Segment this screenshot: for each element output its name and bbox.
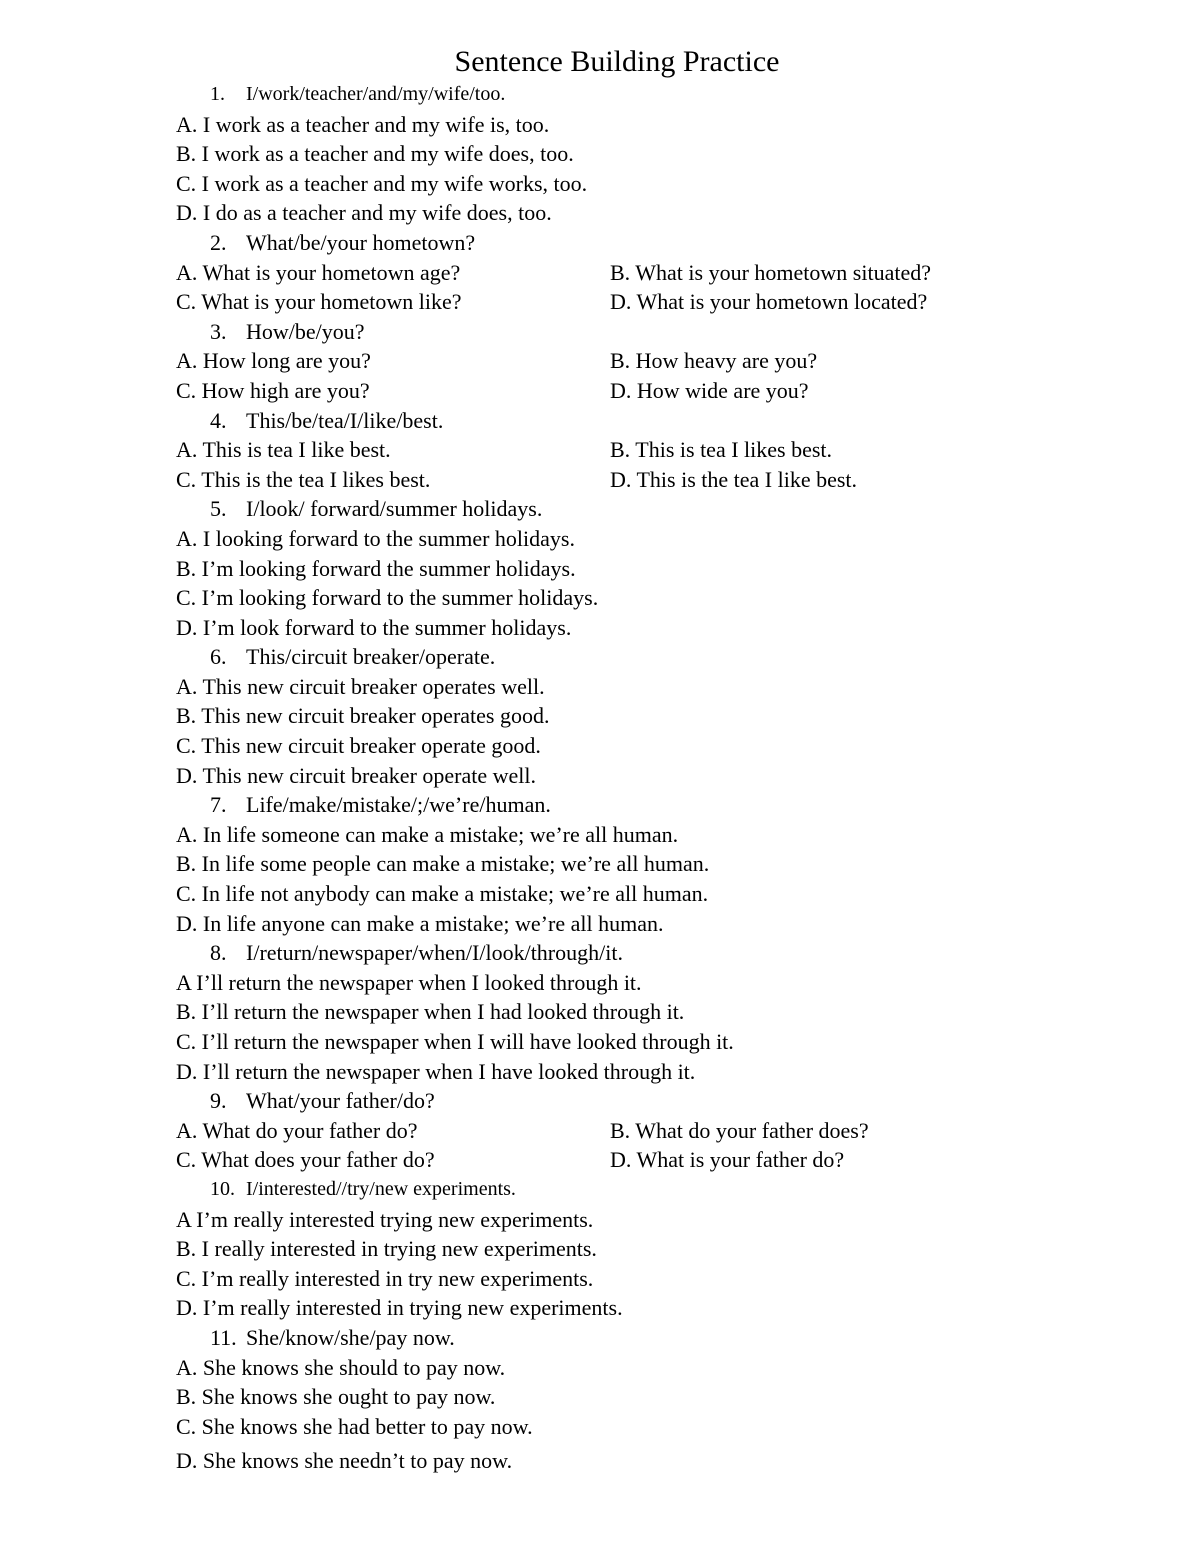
- question-number: 3.: [210, 318, 227, 344]
- answer-option: C. In life not anybody can make a mistake; we’re all human.: [176, 881, 709, 907]
- question-number: 9.: [210, 1088, 227, 1114]
- answer-row: [176, 346, 1136, 376]
- answer-row: [176, 435, 1136, 465]
- answer-option: A. How long are you?: [176, 348, 371, 374]
- question-prompt: [176, 494, 1136, 524]
- question-number: 8.: [210, 940, 227, 966]
- question-number: 2.: [210, 229, 227, 255]
- answer-option: A I’m really interested trying new experiments.: [176, 1206, 594, 1232]
- answer-row: [176, 258, 1136, 288]
- answer-option: C. How high are you?: [176, 377, 370, 403]
- answer-option: B. This is tea I likes best.: [610, 437, 833, 463]
- question-text: She/know/she/pay now.: [246, 1324, 455, 1350]
- answer-option: C. I’ll return the newspaper when I will have looked through it.: [176, 1029, 734, 1054]
- answer-option: D. I’m look forward to the summer holidays.: [176, 614, 572, 640]
- answer-option: B. This new circuit breaker operates good.: [176, 703, 550, 729]
- answer-option: A I’ll return the newspaper when I looked through it.: [176, 969, 642, 995]
- answer-option: C. I’m really interested in try new experiments.: [176, 1265, 594, 1291]
- answer-option: A. I looking forward to the summer holidays.: [176, 525, 575, 551]
- question-number: 4.: [210, 407, 227, 433]
- answer-option: D. How wide are you?: [610, 377, 809, 403]
- question-number: 5.: [210, 496, 227, 522]
- question-text: This/be/tea/I/like/best.: [246, 407, 444, 433]
- answer-option: A. What is your hometown age?: [176, 259, 461, 285]
- question-text: How/be/you?: [246, 318, 365, 344]
- question-prompt: [176, 938, 1136, 968]
- answer-option: D. She knows she needn’t to pay now.: [176, 1448, 513, 1474]
- answer-option: D. I’ll return the newspaper when I have looked through it.: [176, 1058, 696, 1084]
- question-number: 10.: [210, 1177, 235, 1200]
- answer-option: A. I work as a teacher and my wife is, too.: [176, 111, 550, 137]
- answer-option: C. This is the tea I likes best.: [176, 466, 431, 492]
- question-number: 6.: [210, 644, 227, 670]
- answer-option: A. In life someone can make a mistake; we’re all human.: [176, 821, 679, 847]
- question-prompt: [176, 1323, 1136, 1353]
- question-list: [176, 80, 1136, 1476]
- answer-option: A. This is tea I like best.: [176, 437, 391, 463]
- answer-option: D. This is the tea I like best.: [610, 466, 858, 492]
- question-text: I/return/newspaper/when/I/look/through/it.: [246, 940, 623, 966]
- answer-option: B. I work as a teacher and my wife does, too.: [176, 141, 574, 167]
- answer-row: [176, 1145, 1136, 1175]
- answer-option: A. This new circuit breaker operates well.: [176, 673, 545, 699]
- answer-option: A. She knows she should to pay now.: [176, 1354, 506, 1380]
- question-text: This/circuit breaker/operate.: [246, 644, 496, 670]
- answer-option: B. She knows she ought to pay now.: [176, 1384, 496, 1410]
- question-text: What/be/your hometown?: [246, 229, 476, 255]
- question-number: 7.: [210, 792, 227, 818]
- question-prompt: [176, 406, 1136, 436]
- question-prompt: [176, 790, 1136, 820]
- answer-row: [176, 465, 1136, 495]
- answer-option: B. In life some people can make a mistake; we’re all human.: [176, 851, 710, 877]
- answer-option: D. What is your hometown located?: [610, 289, 928, 315]
- answer-option: B. I’ll return the newspaper when I had looked through it.: [176, 999, 685, 1025]
- answer-option: D. I’m really interested in trying new experiments.: [176, 1295, 623, 1321]
- answer-option: B. How heavy are you?: [610, 348, 818, 374]
- answer-option: C. She knows she had better to pay now.: [176, 1413, 533, 1439]
- question-number: 11.: [210, 1324, 237, 1350]
- question-prompt: [176, 1086, 1136, 1116]
- answer-option: C. I’m looking forward to the summer holidays.: [176, 585, 599, 611]
- document-title: Sentence Building Practice: [454, 45, 780, 78]
- answer-option: D. What is your father do?: [610, 1147, 845, 1173]
- answer-row: [176, 287, 1136, 317]
- answer-option: A. What do your father do?: [176, 1117, 418, 1143]
- question-prompt: [176, 1175, 1136, 1205]
- answer-option: C. I work as a teacher and my wife works, too.: [176, 170, 588, 196]
- answer-option: C. What is your hometown like?: [176, 289, 462, 315]
- answer-option: C. What does your father do?: [176, 1147, 435, 1173]
- question-text: What/your father/do?: [246, 1088, 435, 1114]
- answer-option: B. What is your hometown situated?: [610, 259, 931, 285]
- question-number: 1.: [210, 83, 225, 105]
- question-prompt: [176, 317, 1136, 347]
- question-text: Life/make/mistake/;/we’re/human.: [246, 792, 551, 818]
- question-prompt: [176, 642, 1136, 672]
- question-prompt: [176, 80, 1136, 110]
- question-text: I/interested//try/new experiments.: [246, 1177, 516, 1200]
- answer-option: D. This new circuit breaker operate well.: [176, 762, 537, 788]
- answer-option: D. In life anyone can make a mistake; we’re all human.: [176, 910, 664, 936]
- answer-row: [176, 1116, 1136, 1146]
- answer-row: [176, 376, 1136, 406]
- answer-option: B. What do your father does?: [610, 1117, 869, 1143]
- question-prompt: [176, 228, 1136, 258]
- answer-option: D. I do as a teacher and my wife does, too.: [176, 200, 552, 226]
- answer-option: C. This new circuit breaker operate good.: [176, 733, 541, 759]
- question-text: I/look/ forward/summer holidays.: [246, 496, 543, 522]
- answer-option: B. I really interested in trying new experiments.: [176, 1236, 597, 1262]
- question-text: I/work/teacher/and/my/wife/too.: [246, 83, 506, 105]
- answer-option: B. I’m looking forward the summer holidays.: [176, 555, 576, 581]
